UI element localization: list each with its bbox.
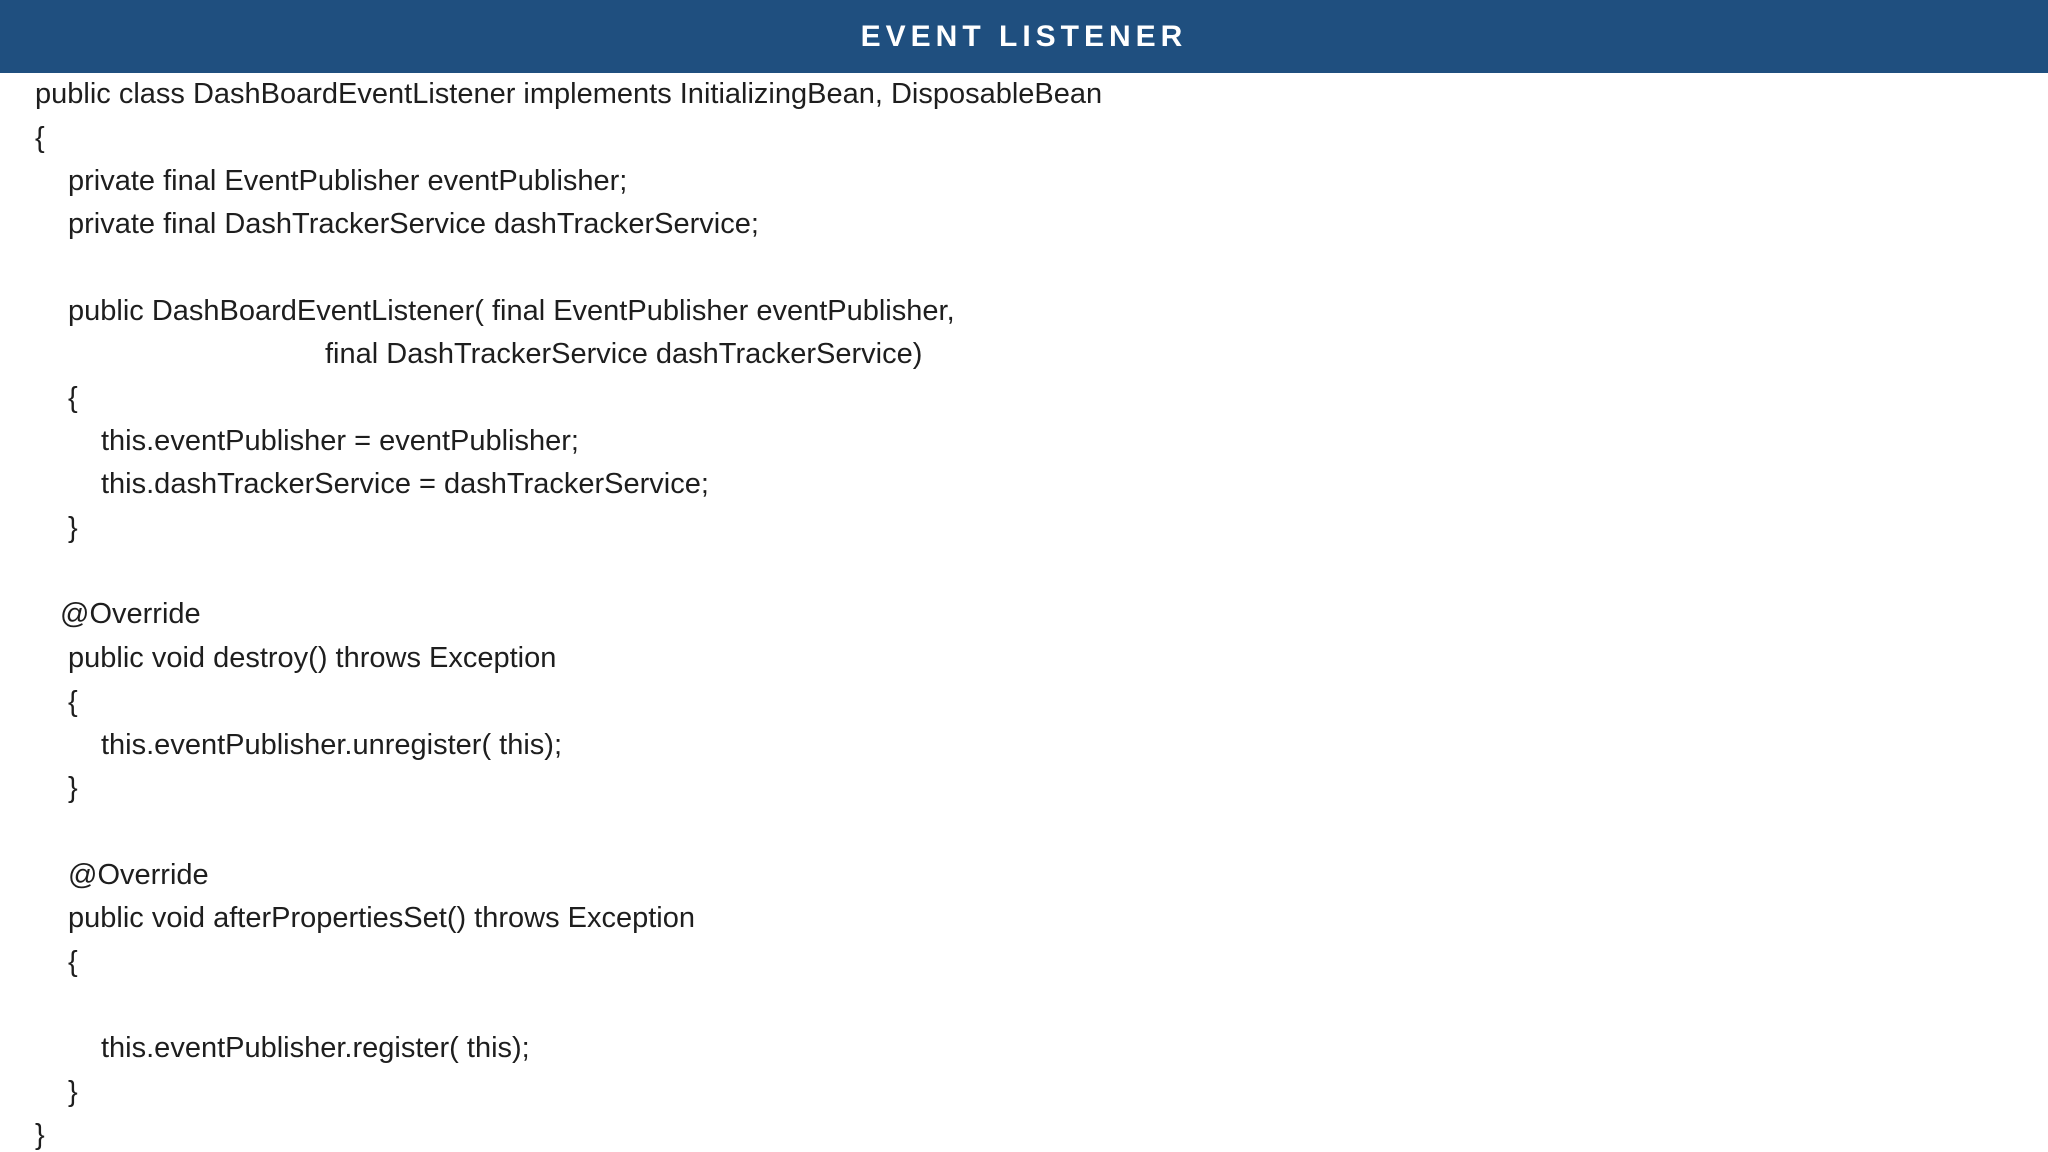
code-line-after-properties-set-signature: public void afterPropertiesSet() throws Exception — [68, 902, 696, 934]
code-line-field-dash-tracker-service: private final DashTrackerService dashTrackerService; — [68, 208, 759, 240]
slide-title: EVENT LISTENER — [860, 19, 1188, 53]
code-line-register-call: this.eventPublisher.register( this); — [101, 1032, 530, 1064]
code-line-override-annotation: @Override — [60, 598, 201, 630]
code-line-class-close-brace: } — [35, 1119, 45, 1151]
code-line-destroy-close-brace: } — [68, 772, 78, 804]
code-line-unregister-call: this.eventPublisher.unregister( this); — [101, 729, 562, 761]
code-line-destroy-signature: public void destroy() throws Exception — [68, 642, 557, 674]
code-line-override-annotation: @Override — [68, 859, 209, 891]
code-line-class-open-brace: { — [35, 122, 45, 154]
code-line-field-event-publisher: private final EventPublisher eventPublisher; — [68, 165, 628, 197]
code-line-after-properties-set-open-brace: { — [68, 946, 78, 978]
code-line-constructor-parameter: final DashTrackerService dashTrackerService) — [325, 338, 923, 370]
code-line-constructor-close-brace: } — [68, 512, 78, 544]
code-line-constructor-signature: public DashBoardEventListener( final EventPublisher eventPublisher, — [68, 295, 955, 327]
code-line-after-properties-set-close-brace: } — [68, 1076, 78, 1108]
code-line-assign-dash-tracker-service: this.dashTrackerService = dashTrackerService; — [101, 468, 709, 500]
code-line-destroy-open-brace: { — [68, 686, 78, 718]
code-line-class-declaration: public class DashBoardEventListener implements InitializingBean, DisposableBean — [35, 78, 1103, 110]
code-line-assign-event-publisher: this.eventPublisher = eventPublisher; — [101, 425, 579, 457]
code-line-constructor-open-brace: { — [68, 382, 78, 414]
